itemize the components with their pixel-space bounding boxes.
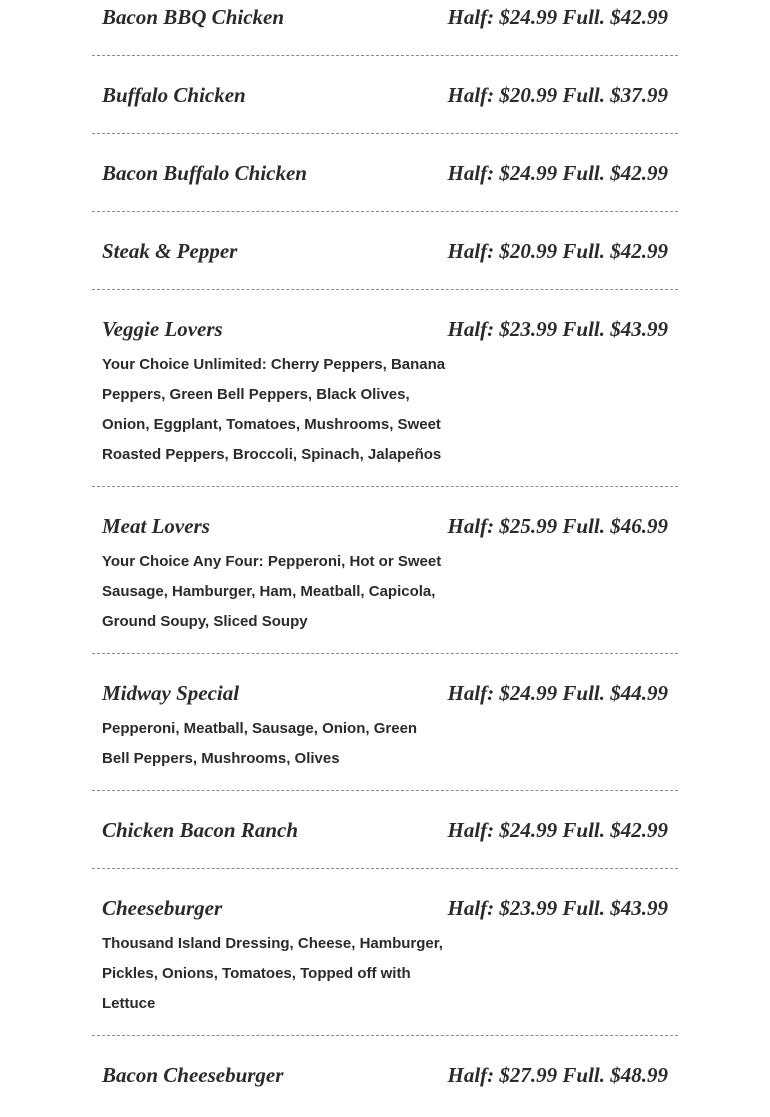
menu-item-header xyxy=(102,507,668,545)
menu-item-price: Half: $20.99 Full. $42.99 xyxy=(447,239,668,263)
pizza-menu-list xyxy=(92,0,678,1114)
menu-item-header xyxy=(102,889,668,927)
menu-item xyxy=(92,212,678,290)
menu-item-name: Bacon BBQ Chicken xyxy=(102,5,285,29)
menu-item xyxy=(92,487,678,654)
menu-item-name: Meat Lovers xyxy=(102,514,210,538)
menu-item xyxy=(92,791,678,869)
menu-item-name: Steak & Pepper xyxy=(102,239,238,263)
menu-item xyxy=(92,869,678,1036)
menu-item-price: Half: $20.99 Full. $37.99 xyxy=(447,83,668,107)
menu-item-header xyxy=(102,1056,668,1094)
menu-item-price: Half: $24.99 Full. $44.99 xyxy=(447,681,668,705)
menu-item xyxy=(92,1036,678,1114)
menu-item-price: Half: $27.99 Full. $48.99 xyxy=(447,1063,668,1087)
menu-item-name: Bacon Buffalo Chicken xyxy=(102,161,307,185)
menu-item-price: Half: $24.99 Full. $42.99 xyxy=(447,818,668,842)
menu-item-header xyxy=(102,76,668,114)
menu-item-name: Bacon Cheeseburger xyxy=(102,1063,284,1087)
menu-item-name: Cheeseburger xyxy=(102,896,223,920)
menu-item-header xyxy=(102,154,668,192)
menu-item xyxy=(92,0,678,56)
menu-item-name: Veggie Lovers xyxy=(102,317,223,341)
menu-item-price: Half: $24.99 Full. $42.99 xyxy=(447,5,668,29)
menu-item-price: Half: $23.99 Full. $43.99 xyxy=(447,896,668,920)
menu-item xyxy=(92,654,678,791)
menu-item-header xyxy=(102,232,668,270)
menu-item-header xyxy=(102,811,668,849)
menu-item-description: Your Choice Unlimited: Cherry Peppers, Banana Peppers, Green Bell Peppers, Black Olives, Onion, Eggplant, Tomatoes, Mushrooms, Sweet Roasted Peppers, Broccoli, Spinach, Jalapeños xyxy=(102,356,446,463)
menu-item-name: Midway Special xyxy=(102,681,240,705)
menu-item xyxy=(92,134,678,212)
menu-item-name: Buffalo Chicken xyxy=(102,83,246,107)
menu-item-price: Half: $24.99 Full. $42.99 xyxy=(447,161,668,185)
menu-item-description: Thousand Island Dressing, Cheese, Hamburger, Pickles, Onions, Tomatoes, Topped off with Lettuce xyxy=(102,935,443,1012)
menu-item-price: Half: $23.99 Full. $43.99 xyxy=(447,317,668,341)
menu-item-header xyxy=(102,310,668,348)
menu-item-name: Chicken Bacon Ranch xyxy=(102,818,299,842)
menu-item-price: Half: $25.99 Full. $46.99 xyxy=(447,514,668,538)
menu-item-description: Your Choice Any Four: Pepperoni, Hot or Sweet Sausage, Hamburger, Ham, Meatball, Capicola, Ground Soupy, Sliced Soupy xyxy=(102,553,442,630)
menu-item xyxy=(92,56,678,134)
menu-item-header xyxy=(102,674,668,712)
menu-item-header xyxy=(102,0,668,36)
menu-item xyxy=(92,290,678,487)
menu-item-description: Pepperoni, Meatball, Sausage, Onion, Green Bell Peppers, Mushrooms, Olives xyxy=(102,720,418,767)
